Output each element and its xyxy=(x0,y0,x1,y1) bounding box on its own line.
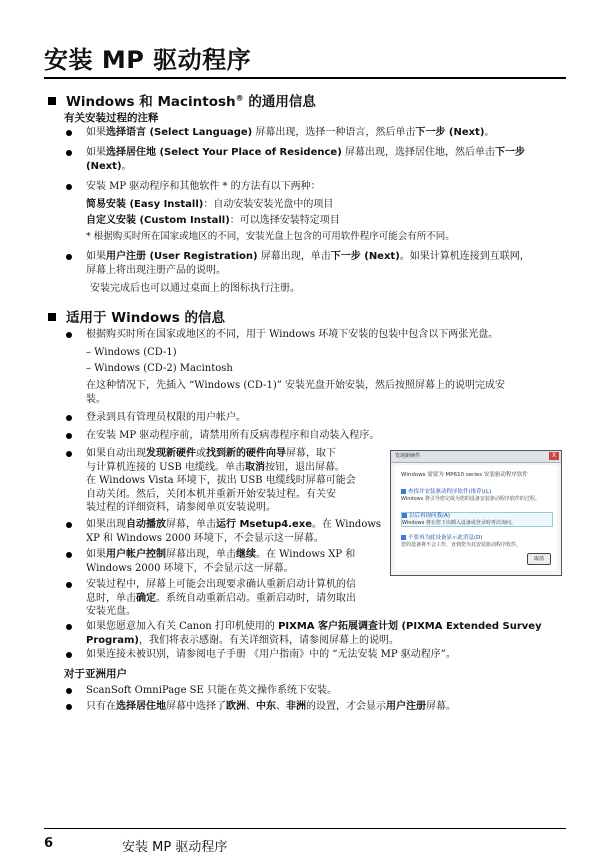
note-two-cds xyxy=(64,328,566,342)
ui-term: 选择语言 (Select Language) xyxy=(106,127,253,138)
note-survey-program xyxy=(64,620,566,647)
ui-term: 确定 xyxy=(136,592,156,604)
bullet-icon xyxy=(66,254,72,260)
text: 按钮，退出屏幕。 xyxy=(264,461,345,473)
text: 自动关闭。然后，关闭本机并重新开始安装过程。有关安 xyxy=(86,488,336,500)
text: 。在 Windows XP 和 xyxy=(256,549,356,560)
arrow-icon xyxy=(401,535,406,540)
subheading-install-notes: 有关安装过程的注释 xyxy=(64,112,159,124)
text: 屏幕中选择了 xyxy=(166,701,226,712)
registered-mark: ® xyxy=(235,93,244,103)
note-found-new-hardware xyxy=(64,447,386,515)
bullet-icon xyxy=(66,130,72,136)
page-title: 安装 MP 驱动程序 xyxy=(44,46,252,74)
text: ：自动安装安装光盘中的项目 xyxy=(203,199,334,210)
square-bullet-icon xyxy=(48,313,56,321)
text: 只有在 xyxy=(86,701,116,712)
ui-term: 简易安装 (Easy Install) xyxy=(86,199,204,210)
text: 如果连接未被识别，请参阅电子手册 《用户指南》中的 “无法安装 MP 驱动程序”。 xyxy=(86,649,456,660)
note-disable-antivirus xyxy=(64,429,566,443)
ui-term: Program) xyxy=(86,634,139,646)
bullet-icon xyxy=(66,688,72,694)
note-restart xyxy=(64,578,396,619)
option-title: 不要再为此设备显示此消息(D) xyxy=(408,535,483,541)
dialog-option-dont-show xyxy=(401,535,551,548)
text: 安装 MP 驱动程序和其他软件 * 的方法有以下两种： xyxy=(86,181,321,192)
text: ，我们将表示感谢。有关详细资料，请参阅屏幕上的说明。 xyxy=(138,634,399,646)
section-title-pre: Windows 和 Macintosh xyxy=(66,94,236,110)
ui-term: 非洲 xyxy=(286,701,306,712)
text: 屏幕出现，选择一种语言，然后单击 xyxy=(252,127,416,138)
note-omnipage xyxy=(64,684,566,698)
option-title: 以后再询问我(A) xyxy=(409,513,451,519)
custom-install-line xyxy=(86,214,340,228)
ui-term: 选择居住地 (Select Your Place of Residence) xyxy=(106,147,342,158)
dialog-body xyxy=(395,465,557,571)
text: 。如果计算机连接到互联网， xyxy=(399,251,530,262)
ui-term: 运行 Msetup4.exe xyxy=(216,519,312,530)
cd-instructions xyxy=(86,379,566,406)
ui-term: (Next) xyxy=(86,160,122,172)
ui-term: 下一步 xyxy=(494,147,525,158)
bullet-icon xyxy=(66,522,72,528)
text: 屏幕，单击 xyxy=(166,519,216,530)
cd2-line: – Windows (CD-2) Macintosh xyxy=(86,363,233,374)
text: 登录到具有管理员权限的用户帐户。 xyxy=(86,412,246,423)
title-rule xyxy=(44,77,566,79)
text: Windows 2000 环境下，不会显示这一屏幕。 xyxy=(86,562,294,574)
registration-desktop-note: 安装完成后也可以通过桌面上的图标执行注册。 xyxy=(90,283,300,294)
section-title: 适用于 Windows 的信息 xyxy=(66,310,225,326)
bullet-icon xyxy=(66,332,72,338)
text: 安装光盘。 xyxy=(86,606,136,617)
text: 息时，单击 xyxy=(86,592,136,604)
ui-term: 发现新硬件 xyxy=(146,448,196,459)
text: 在这种情况下，先插入 “Windows (CD-1)” 安装光盘开始安装，然后按照屏幕上的说明完成安 xyxy=(86,380,506,391)
footer-title: 安装 MP 驱动程序 xyxy=(122,840,228,855)
footer-rule xyxy=(44,828,566,829)
text: 。系统自动重新启动。重新启动时，请勿取出 xyxy=(156,592,356,604)
text: 、 xyxy=(276,701,286,712)
bullet-icon xyxy=(66,415,72,421)
bullet-icon xyxy=(66,184,72,190)
close-icon: X xyxy=(549,452,559,460)
option-title: 查找并安装驱动程序软件(推荐)(L) xyxy=(408,489,492,495)
text: 如果您愿意加入有关 Canon 打印机使用的 xyxy=(86,621,279,632)
bullet-icon xyxy=(66,704,72,710)
dialog-option-find-install xyxy=(401,489,551,502)
note-registration-regions xyxy=(64,700,566,714)
note-connection-not-recognized xyxy=(64,648,566,662)
ui-term: 取消 xyxy=(244,461,265,473)
ui-term: 欧洲 xyxy=(226,701,246,712)
note-user-account-control xyxy=(64,548,386,575)
text: 或 xyxy=(196,448,206,459)
text: 装。 xyxy=(86,393,106,405)
bullet-icon xyxy=(66,552,72,558)
arrow-icon xyxy=(401,489,406,494)
text: 根据购买时所在国家或地区的不同，用于 Windows 环境下安装的包装中包含以下两张光盘。 xyxy=(86,329,499,340)
text: 在 Windows Vista 环境下，拔出 USB 电缆线时屏幕可能会 xyxy=(86,475,356,486)
ui-term: 找到新的硬件向导 xyxy=(206,448,286,459)
dialog-cancel-button: 取消 xyxy=(527,553,551,565)
section-heading-common xyxy=(48,90,316,110)
text: 屏幕。 xyxy=(426,701,456,712)
ui-term: 用户注册 (User Registration) xyxy=(106,251,258,262)
note-select-language xyxy=(64,126,566,140)
section-title-post: 的通用信息 xyxy=(243,94,316,110)
text: 屏幕，取下 xyxy=(286,448,336,459)
square-bullet-icon xyxy=(48,97,56,105)
text: 如果 xyxy=(86,127,106,138)
text: XP 和 Windows 2000 环境下，不会显示这一屏幕。 xyxy=(86,532,324,544)
text: 。在 Windows xyxy=(312,519,382,530)
cd1-line: – Windows (CD-1) xyxy=(86,347,177,358)
text: 如果 xyxy=(86,549,106,560)
bullet-icon xyxy=(66,451,72,457)
bullet-icon xyxy=(66,150,72,156)
text: 的设置，才会显示 xyxy=(306,701,386,712)
text: 屏幕上将出现注册产品的说明。 xyxy=(86,264,226,276)
page-number: 6 xyxy=(44,836,54,851)
text: 、 xyxy=(246,701,256,712)
dialog-option-ask-later xyxy=(401,512,553,527)
text: 如果自动出现 xyxy=(86,448,146,459)
note-admin-login xyxy=(64,411,566,425)
subheading-asia: 对于亚洲用户 xyxy=(64,668,127,680)
option-description: Windows 将在您下次插入设备或登录时再次询问。 xyxy=(402,519,516,526)
section-heading-windows xyxy=(48,306,225,326)
option-description: Windows 将引导您完成为您的设备安装驱动程序软件的过程。 xyxy=(401,495,540,502)
text: 如果出现 xyxy=(86,519,126,530)
ui-term: 下一步 (Next) xyxy=(330,251,400,262)
bullet-icon xyxy=(66,652,72,658)
text: 与计算机连接的 USB 电缆线。单击 xyxy=(86,461,245,473)
bullet-icon xyxy=(66,582,72,588)
text: 。 xyxy=(484,127,495,138)
text: ：可以选择安装特定项目 xyxy=(229,215,340,226)
option-description: 您的设备将不会工作，直到您为其安装驱动程序软件。 xyxy=(401,541,522,548)
easy-install-line xyxy=(86,198,333,212)
ui-term: 自定义安装 (Custom Install) xyxy=(86,215,230,226)
text: 在安装 MP 驱动程序前，请禁用所有反病毒程序和自动装入程序。 xyxy=(86,430,380,441)
ui-term: 继续 xyxy=(236,549,256,560)
note-select-residence xyxy=(64,146,566,173)
text: 屏幕出现，选择居住地，然后单击 xyxy=(341,147,495,158)
note-user-registration xyxy=(64,250,566,277)
ui-term: 用户注册 xyxy=(386,701,426,712)
text: 。 xyxy=(121,160,132,172)
ui-term: 选择居住地 xyxy=(116,701,166,712)
software-footnote: * 根据购买时所在国家或地区的不同，安装光盘上包含的可用软件程序可能会有所不同。 xyxy=(86,231,455,242)
text: 装过程的详细资料，请参阅单页安装说明。 xyxy=(86,502,276,513)
dialog-title: 发现新硬件 xyxy=(395,453,421,459)
bullet-icon xyxy=(66,433,72,439)
found-new-hardware-dialog xyxy=(390,450,562,576)
ui-term: PIXMA 客户拓展调查计划 (PIXMA Extended Survey xyxy=(278,621,542,632)
ui-term: 下一步 (Next) xyxy=(415,127,485,138)
text: 如果 xyxy=(86,147,106,158)
note-install-methods xyxy=(64,180,566,194)
text: 安装过程中，屏幕上可能会出现要求确认重新启动计算机的信 xyxy=(86,579,356,590)
bullet-icon xyxy=(66,624,72,630)
text: 屏幕出现，单击 xyxy=(166,549,236,560)
ui-term: 中东 xyxy=(256,701,276,712)
dialog-message: Windows 需要为 MP610 series 安装驱动程序软件 xyxy=(401,472,528,478)
ui-term: 自动播放 xyxy=(126,519,166,530)
text: 如果 xyxy=(86,251,106,262)
ui-term: 用户帐户控制 xyxy=(106,549,166,560)
note-autoplay xyxy=(64,518,386,545)
text: 屏幕出现，单击 xyxy=(257,251,331,262)
arrow-icon xyxy=(402,513,407,518)
dialog-titlebar xyxy=(391,451,561,463)
text: ScanSoft OmniPage SE 只能在英文操作系统下安装。 xyxy=(86,685,338,696)
